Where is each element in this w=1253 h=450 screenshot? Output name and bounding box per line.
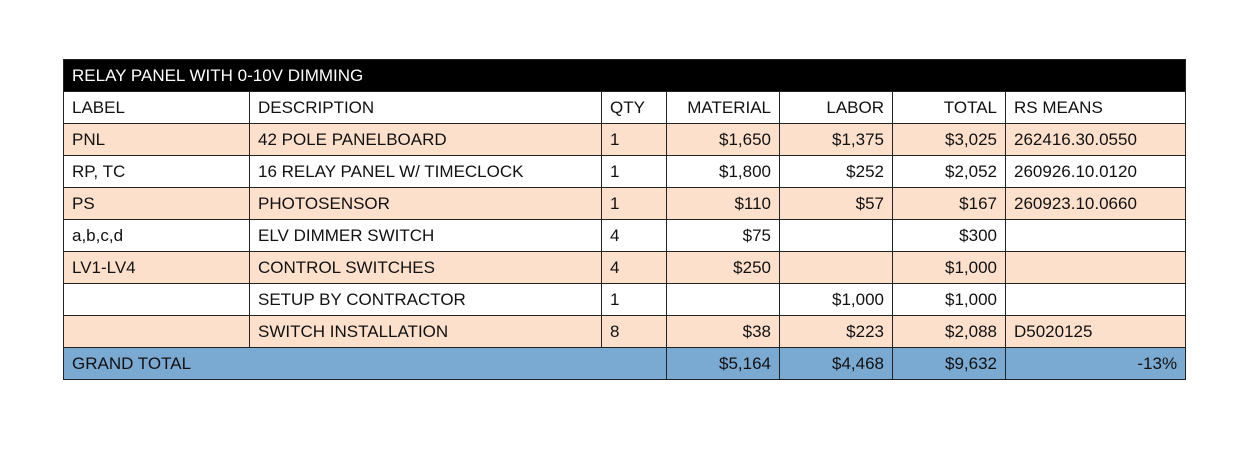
- cell-material: $1,800: [667, 156, 780, 188]
- cell-qty: 4: [602, 252, 667, 284]
- header-total: TOTAL: [893, 92, 1006, 124]
- cell-labor: [780, 252, 893, 284]
- cell-labor: $1,000: [780, 284, 893, 316]
- cell-qty: 8: [602, 316, 667, 348]
- cell-labor: $223: [780, 316, 893, 348]
- cell-label: [64, 284, 250, 316]
- cell-material: $1,650: [667, 124, 780, 156]
- cell-label: RP, TC: [64, 156, 250, 188]
- cell-rs-means: [1006, 220, 1186, 252]
- header-qty: QTY: [602, 92, 667, 124]
- header-row: [64, 92, 1186, 124]
- cell-label: PNL: [64, 124, 250, 156]
- table-row: [64, 188, 1186, 220]
- cell-total: $2,052: [893, 156, 1006, 188]
- cell-material: $110: [667, 188, 780, 220]
- cell-rs-means: [1006, 252, 1186, 284]
- grand-total-percent: -13%: [1006, 348, 1186, 380]
- cell-description: PHOTOSENSOR: [250, 188, 602, 220]
- table-row: [64, 124, 1186, 156]
- grand-total-material: $5,164: [667, 348, 780, 380]
- cell-material: $38: [667, 316, 780, 348]
- table-title-row: [64, 60, 1186, 92]
- cell-description: CONTROL SWITCHES: [250, 252, 602, 284]
- cell-material: $75: [667, 220, 780, 252]
- cell-label: a,b,c,d: [64, 220, 250, 252]
- cost-table: [63, 59, 1186, 380]
- cell-description: ELV DIMMER SWITCH: [250, 220, 602, 252]
- cell-labor: $1,375: [780, 124, 893, 156]
- cell-total: $3,025: [893, 124, 1006, 156]
- cell-qty: 1: [602, 124, 667, 156]
- cell-description: 42 POLE PANELBOARD: [250, 124, 602, 156]
- cell-labor: [780, 220, 893, 252]
- cell-label: LV1-LV4: [64, 252, 250, 284]
- cell-qty: 4: [602, 220, 667, 252]
- cell-total: $2,088: [893, 316, 1006, 348]
- cell-rs-means: D5020125: [1006, 316, 1186, 348]
- cell-label: PS: [64, 188, 250, 220]
- cell-total: $1,000: [893, 284, 1006, 316]
- table-row: [64, 220, 1186, 252]
- cell-rs-means: [1006, 284, 1186, 316]
- table-row: [64, 284, 1186, 316]
- grand-total-row: [64, 348, 1186, 380]
- grand-total-label: GRAND TOTAL: [64, 348, 667, 380]
- table-row: [64, 156, 1186, 188]
- table-row: [64, 252, 1186, 284]
- header-material: MATERIAL: [667, 92, 780, 124]
- cell-rs-means: 262416.30.0550: [1006, 124, 1186, 156]
- cell-rs-means: 260926.10.0120: [1006, 156, 1186, 188]
- header-labor: LABOR: [780, 92, 893, 124]
- cell-total: $167: [893, 188, 1006, 220]
- cell-labor: $57: [780, 188, 893, 220]
- cell-description: 16 RELAY PANEL W/ TIMECLOCK: [250, 156, 602, 188]
- header-rs-means: RS MEANS: [1006, 92, 1186, 124]
- cell-material: [667, 284, 780, 316]
- cell-qty: 1: [602, 188, 667, 220]
- table-row: [64, 316, 1186, 348]
- cell-labor: $252: [780, 156, 893, 188]
- grand-total-total: $9,632: [893, 348, 1006, 380]
- header-label: LABEL: [64, 92, 250, 124]
- header-description: DESCRIPTION: [250, 92, 602, 124]
- cell-material: $250: [667, 252, 780, 284]
- cell-description: SETUP BY CONTRACTOR: [250, 284, 602, 316]
- cell-qty: 1: [602, 156, 667, 188]
- cell-total: $300: [893, 220, 1006, 252]
- cell-rs-means: 260923.10.0660: [1006, 188, 1186, 220]
- table-title: RELAY PANEL WITH 0-10V DIMMING: [64, 60, 1186, 92]
- cell-description: SWITCH INSTALLATION: [250, 316, 602, 348]
- cell-qty: 1: [602, 284, 667, 316]
- cell-label: [64, 316, 250, 348]
- cell-total: $1,000: [893, 252, 1006, 284]
- grand-total-labor: $4,468: [780, 348, 893, 380]
